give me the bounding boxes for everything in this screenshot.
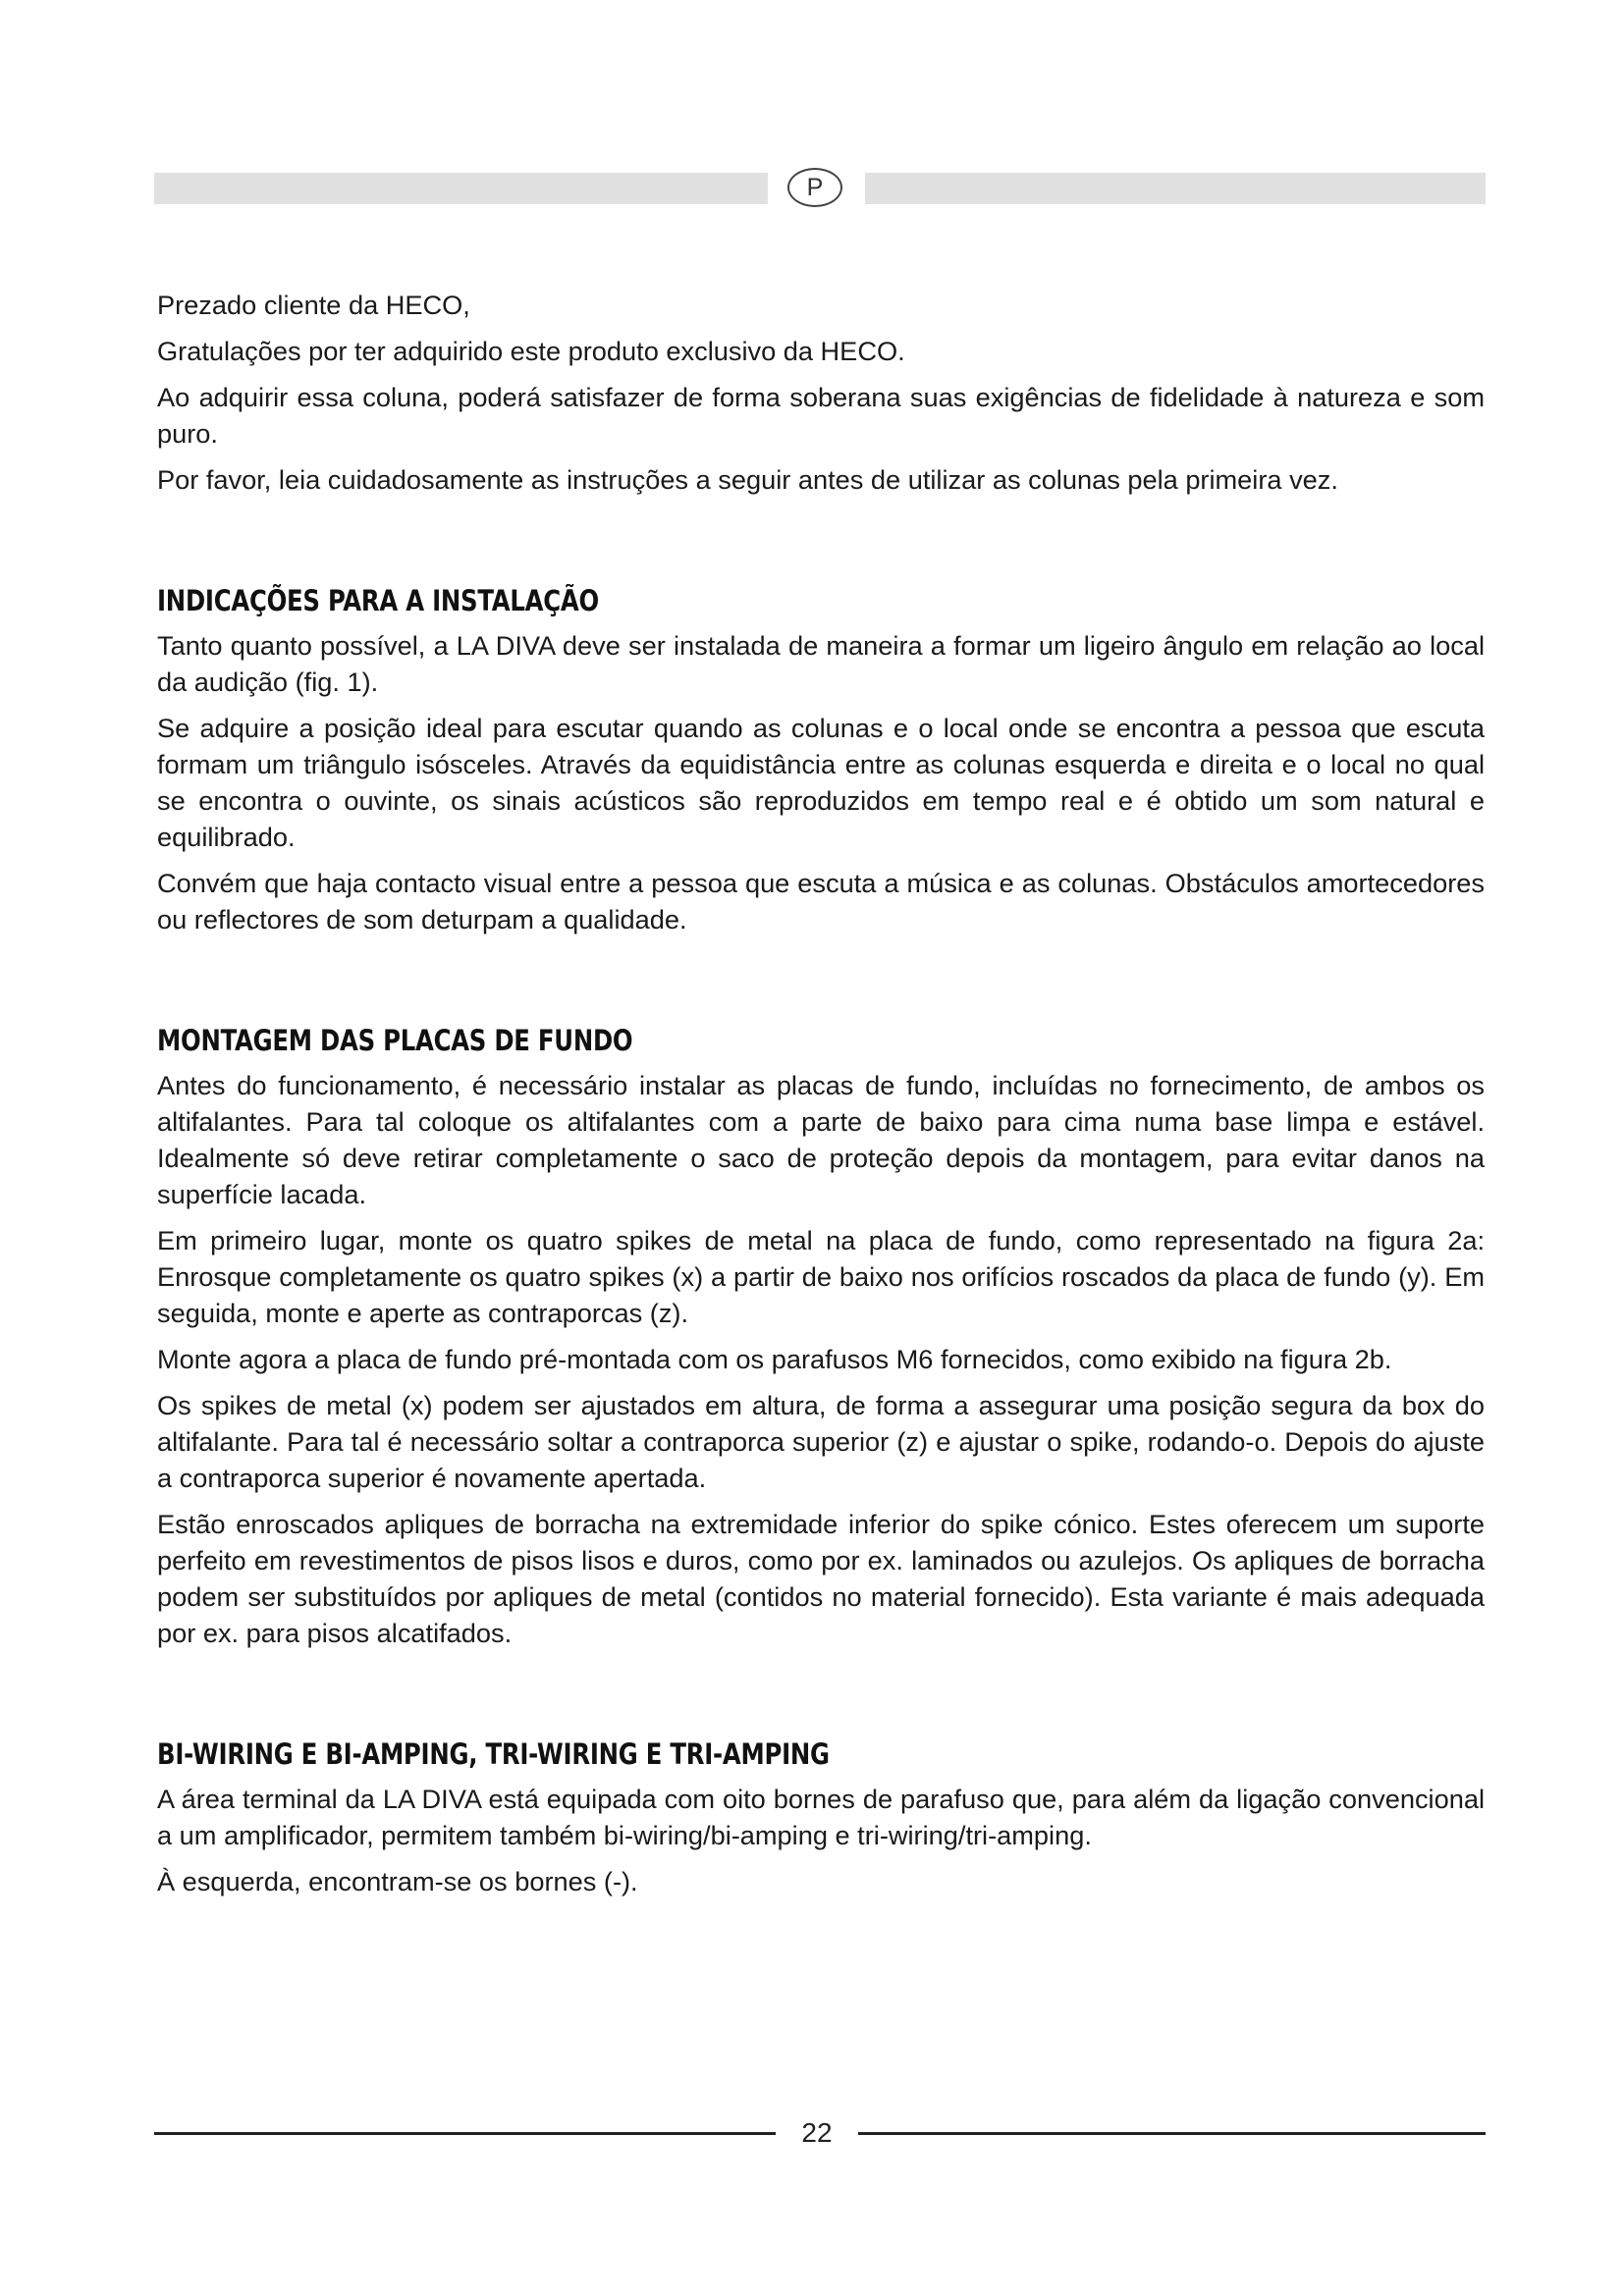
header-rule-right <box>865 173 1486 204</box>
section-heading: BI-WIRING E BI-AMPING, TRI-WIRING E TRI-AMPING <box>157 1737 830 1771</box>
language-badge: P <box>787 168 842 207</box>
header-rule-left <box>154 173 768 204</box>
section-biwiring <box>157 1735 1485 1899</box>
section-paragraph: A área terminal da LA DIVA está equipada com oito bornes de parafuso que, para além da ligação convencional a um amplificador, permitem também bi-wiring/bi-amping e tri-wiring/tri-amping. <box>157 1784 1485 1850</box>
footer-rule-right <box>858 2132 1486 2135</box>
section-paragraph: À esquerda, encontram-se os bornes (-). <box>157 1866 638 1896</box>
section-paragraph: Em primeiro lugar, monte os quatro spikes de metal na placa de fundo, como representado na figura 2a: Enrosque completamente os quatro spikes (x) a partir de baixo nos orifícios roscados da placa de fundo (y). Em seguida, monte e aperte as contraporcas (z). <box>157 1225 1485 1328</box>
greeting: Prezado cliente da HECO, <box>157 290 470 320</box>
section-paragraph: Antes do funcionamento, é necessário instalar as placas de fundo, incluídas no fornecimento, de ambos os altifalantes. Para tal coloque os altifalantes com a parte de baixo para cima numa base limpa e estável. Idealmente só deve retirar completamente o saco de proteção depois da montagem, para evitar danos na superfície lacada. <box>157 1070 1485 1209</box>
section-paragraph: Estão enroscados apliques de borracha na extremidade inferior do spike cónico. Estes oferecem um suporte perfeito em revestimentos de pisos lisos e duros, como por ex. laminados ou azulejos. Os apliques de borracha podem ser substituídos por apliques de metal (contidos no material fornecido). Esta variante é mais adequada por ex. para pisos alcatifados. <box>157 1509 1485 1648</box>
intro-paragraph: Gratulações por ter adquirido este produto exclusivo da HECO. <box>157 336 905 366</box>
intro-paragraph: Ao adquirir essa coluna, poderá satisfazer de forma soberana suas exigências de fidelidade à natureza e som puro. <box>157 382 1485 449</box>
page-content <box>157 287 1485 1909</box>
section-paragraph: Se adquire a posição ideal para escutar quando as colunas e o local onde se encontra a pessoa que escuta formam um triângulo isósceles. Através da equidistância entre as colunas esquerda e direita e o local no qual se encontra o ouvinte, os sinais acústicos são reproduzidos em tempo real e é obtido um som natural e equilibrado. <box>157 713 1485 852</box>
section-paragraph: Tanto quanto possível, a LA DIVA deve ser instalada de maneira a formar um ligeiro ângulo em relação ao local da audição (fig. 1). <box>157 630 1485 697</box>
page-number: 22 <box>801 2117 833 2148</box>
section-paragraph: Convém que haja contacto visual entre a pessoa que escuta a música e as colunas. Obstáculos amortecedores ou reflectores de som deturpam a qualidade. <box>157 868 1485 934</box>
intro-block <box>157 287 1485 498</box>
section-installation <box>157 582 1485 937</box>
intro-paragraph: Por favor, leia cuidadosamente as instruções a seguir antes de utilizar as colunas pela primeira vez. <box>157 464 1338 495</box>
footer-rule-left <box>154 2132 776 2135</box>
section-paragraph: Os spikes de metal (x) podem ser ajustados em altura, de forma a assegurar uma posição segura da box do altifalante. Para tal é necessário soltar a contraporca superior (z) e ajustar o spike, rodando-o. Depois do ajuste a contraporca superior é novamente apertada. <box>157 1390 1485 1493</box>
section-base-plates <box>157 1022 1485 1651</box>
section-paragraph: Monte agora a placa de fundo pré-montada com os parafusos M6 fornecidos, como exibido na figura 2b. <box>157 1344 1392 1374</box>
section-heading: MONTAGEM DAS PLACAS DE FUNDO <box>157 1024 633 1057</box>
section-heading: INDICAÇÕES PARA A INSTALAÇÃO <box>157 584 599 617</box>
